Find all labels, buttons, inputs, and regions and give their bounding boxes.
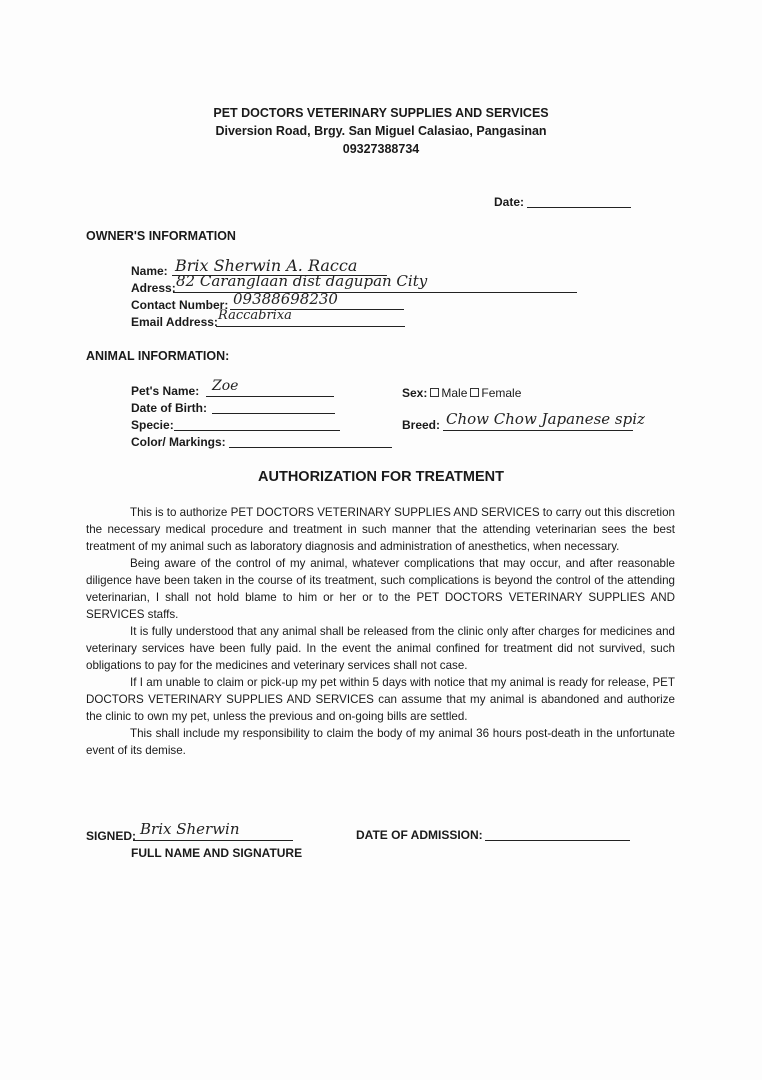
contact-number-label: Contact Number: [131,298,229,312]
company-name: PET DOCTORS VETERINARY SUPPLIES AND SERVICES [213,106,549,120]
specie-label: Specie: [131,418,174,432]
email-label: Email Address: [131,315,218,329]
authorization-paragraph: Being aware of the control of my animal, whatever complications that may occur, and after reasonable diligence have been taken in the course of its treatment, such complications is beyond the control of the attending veterinarian, I shall not hold blame to him or her or to the PET DOCTORS VETERINARY SUPPLIES AND SERVICES staffs. [86,557,675,621]
signature-line [133,840,293,841]
authorization-title: AUTHORIZATION FOR TREATMENT [258,469,504,485]
authorization-paragraph: This shall include my responsibility to claim the body of my animal 36 hours post-death in the unfortunate event of its demise. [86,727,675,757]
female-checkbox[interactable] [470,388,479,397]
female-option-label: Female [481,386,522,400]
animal-section-title: ANIMAL INFORMATION: [86,349,230,363]
breed-line [443,430,633,431]
color-markings-label: Color/ Markings: [131,435,226,449]
date-of-admission-label: DATE OF ADMISSION: [356,828,483,842]
company-phone: 09327388734 [342,142,420,156]
male-checkbox[interactable] [430,388,439,397]
email-value[interactable]: Raccabrixa [218,308,292,323]
date-of-admission-line[interactable] [485,840,630,841]
owner-section-title: OWNER'S INFORMATION [86,229,236,243]
sex-label: Sex: [402,386,428,400]
owner-name-value[interactable]: Brix Sherwin A. Racca [175,256,358,275]
email-line [216,326,405,327]
authorization-paragraph: It is fully understood that any animal shall be released from the clinic only after charges for medicines and veterinary services have been fully paid. In the event the animal confined for treatment did not survived, such obligations to pay for the medicines and veterinary services shall not case. [86,625,675,672]
authorization-paragraph: This is to authorize PET DOCTORS VETERINARY SUPPLIES AND SERVICES to carry out this discretion the necessary medical procedure and treatment in such manner that the attending veterinarian sees the best treatment of my animal such as laboratory diagnosis and administration of anesthetics, when necessary. [86,506,675,553]
dob-label: Date of Birth: [131,401,207,415]
sex-field [402,384,521,402]
owner-address-value[interactable]: 82 Caranglaan dist dagupan City [176,272,428,290]
owner-name-label: Name: [131,264,168,278]
dob-line[interactable] [212,413,335,414]
authorization-paragraph: If I am unable to claim or pick-up my pet within 5 days with notice that my animal is ready for release, PET DOCTORS VETERINARY SUPPLIES AND SERVICES can assume that my animal is abandoned and authorize the clinic to own my pet, unless the previous and on-going bills are settled. [86,676,675,723]
owner-address-label: Adress: [131,281,176,295]
color-markings-line[interactable] [229,447,392,448]
signed-label: SIGNED: [86,829,137,843]
authorization-body [86,504,675,759]
pet-name-label: Pet's Name: [131,384,200,398]
contact-number-value[interactable]: 09388698230 [233,290,338,308]
date-label: Date: [494,195,525,209]
company-address: Diversion Road, Brgy. San Miguel Calasiao, Pangasinan [215,124,547,138]
specie-line[interactable] [174,430,340,431]
breed-value[interactable]: Chow Chow Japanese spiz [446,410,645,428]
breed-label: Breed: [402,418,441,432]
signature-caption: FULL NAME AND SIGNATURE [131,846,303,860]
pet-name-line [206,396,334,397]
male-option-label: Male [441,386,468,400]
pet-name-value[interactable]: Zoe [212,378,239,394]
date-line[interactable] [527,207,631,208]
signature-value[interactable]: Brix Sherwin [140,820,240,838]
